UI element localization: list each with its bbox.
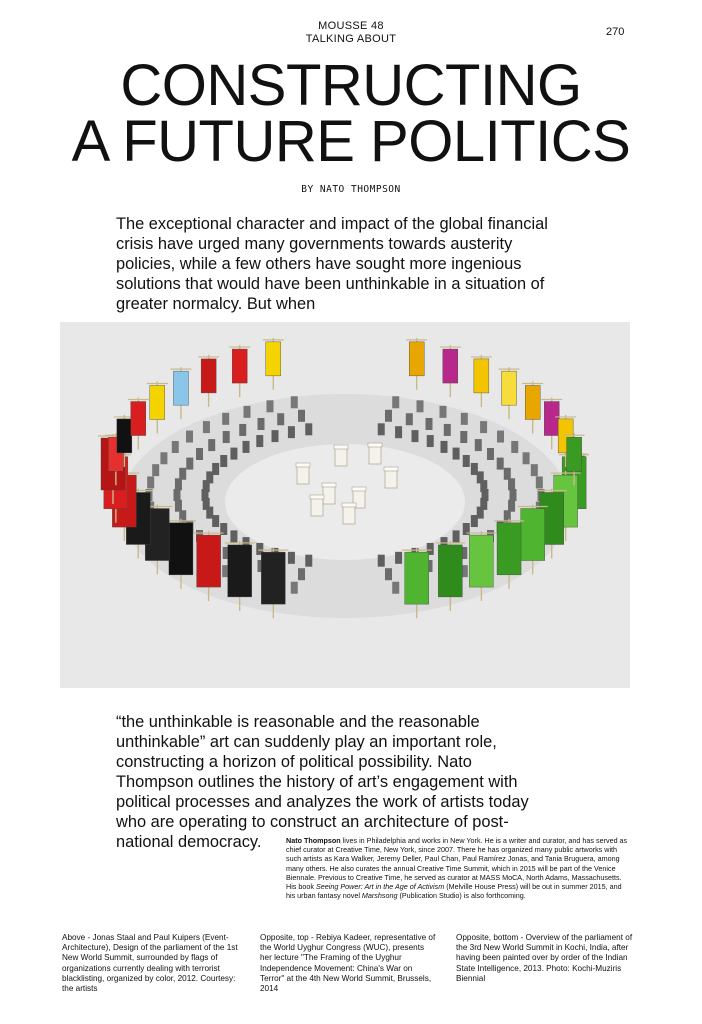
flag xyxy=(266,342,281,376)
flag xyxy=(525,385,540,419)
lead-line: political processes and analyzes the work of artists today xyxy=(116,793,529,811)
flag xyxy=(228,545,252,597)
chair xyxy=(179,468,186,480)
lectern-top xyxy=(384,467,398,471)
chair xyxy=(523,452,530,464)
flag xyxy=(173,371,188,405)
lectern xyxy=(343,506,355,524)
lectern-top xyxy=(342,503,356,507)
lead-line: constructing a horizon of political possibility. Nato xyxy=(116,753,472,771)
lectern xyxy=(297,466,309,484)
chair xyxy=(392,396,399,408)
book-title: Marshsong xyxy=(361,891,398,901)
chair xyxy=(288,552,295,564)
chair xyxy=(510,489,517,501)
running-header xyxy=(0,20,702,46)
chair xyxy=(392,582,399,594)
chair xyxy=(453,448,460,460)
bio-text: (Publication Studio) is also forthcoming. xyxy=(397,891,526,901)
lectern xyxy=(335,448,347,466)
chair xyxy=(536,476,543,488)
chair xyxy=(258,418,265,430)
chair xyxy=(239,424,246,436)
flag xyxy=(409,342,424,376)
chair xyxy=(223,431,230,443)
chair xyxy=(395,426,402,438)
lead-line: who are operating to construct an architecture of post- xyxy=(116,813,509,831)
chair xyxy=(497,431,504,443)
lectern xyxy=(323,486,335,504)
chair xyxy=(531,464,538,476)
chair xyxy=(427,435,434,447)
flag xyxy=(405,552,429,604)
chair xyxy=(504,468,511,480)
chair xyxy=(174,489,181,501)
chair xyxy=(395,552,402,564)
chair xyxy=(385,568,392,580)
lectern-top xyxy=(310,495,324,499)
bio-text: lives in Philadelphia and works in New York. He is a writer and curator, and has served as chief curator at Creative Time, New York, since 2007. There he has organized many public artworks with such artists as Kara Walker, Jeremy Deller, Paul Chan, Paul Ramírez Jonas, and Tania Bruguera, among many others. He also curates the annual Creative Time Summit, which in 2015 will be part of the Venice Biennale. Previous to Creative Time, he served as curator at MASS MoCA, North Adams, Massachusetts. His book xyxy=(286,836,628,892)
chair xyxy=(378,423,385,435)
chair xyxy=(147,476,154,488)
author-name: Nato Thompson xyxy=(286,836,341,845)
chair xyxy=(222,413,229,425)
chair xyxy=(288,426,295,438)
chair xyxy=(471,515,478,527)
flag xyxy=(261,552,285,604)
lectern xyxy=(385,470,397,488)
lectern-top xyxy=(334,445,348,449)
flag xyxy=(502,371,517,405)
flag xyxy=(443,349,458,383)
flag xyxy=(469,535,493,587)
flag xyxy=(131,402,146,436)
author-bio xyxy=(286,836,631,900)
flag xyxy=(150,385,165,419)
chair xyxy=(440,441,447,453)
lead-line: “the unthinkable is reasonable and the reasonable xyxy=(116,713,480,731)
chair xyxy=(256,435,263,447)
chair xyxy=(203,421,210,433)
title-line-1: CONSTRUCTING xyxy=(120,53,582,118)
page-number: 270 xyxy=(606,26,625,38)
chair xyxy=(175,478,182,490)
magazine-issue: MOUSSE 48 xyxy=(318,20,384,32)
chair xyxy=(480,421,487,433)
circular-parliament-illustration xyxy=(60,322,630,688)
flag xyxy=(169,523,193,575)
chair xyxy=(378,555,385,567)
photo-caption: Opposite, bottom - Overview of the parliament of the 3rd New World Summit in Kochi, India, after having been painted over by order of the Indian State Intelligence, 2013. Photo: Kochi-Muziris Biennial xyxy=(456,933,633,983)
chair xyxy=(175,500,182,512)
lectern-top xyxy=(322,483,336,487)
section-name: TALKING ABOUT xyxy=(305,33,397,45)
lectern xyxy=(369,446,381,464)
title-line-2: A FUTURE POLITICS xyxy=(71,109,631,174)
chair xyxy=(444,424,451,436)
chair xyxy=(417,400,424,412)
lectern-top xyxy=(296,463,310,467)
chair xyxy=(508,478,515,490)
chair xyxy=(160,452,167,464)
chair xyxy=(186,458,193,470)
chair xyxy=(385,410,392,422)
chair xyxy=(487,448,494,460)
flag xyxy=(544,402,559,436)
chair xyxy=(461,413,468,425)
lead-line: unthinkable” art can suddenly play an important role, xyxy=(116,733,497,751)
chair xyxy=(460,431,467,443)
chair xyxy=(208,439,215,451)
chair xyxy=(426,418,433,430)
chair xyxy=(220,455,227,467)
photo-caption: Opposite, top - Rebiya Kadeer, representative of the World Uyghur Congress (WUC), presents her lecture "The Framing of the Uyghur Independence Movement: China's War on Terror" at the 4th New World Summit, Brussels, 2014 xyxy=(260,933,436,994)
chair xyxy=(475,439,482,451)
flag xyxy=(497,523,521,575)
flag xyxy=(438,545,462,597)
lead-line: national democracy. xyxy=(116,833,262,851)
chair xyxy=(291,396,298,408)
byline: BY NATO THOMPSON xyxy=(301,184,401,195)
photo-caption: Above - Jonas Staal and Paul Kuipers (Event-Architecture), Design of the parliament of the 1st New World Summit, surrounded by flags of organizations currently dealing with terrorist blacklisting, organized by color, 2012. Courtesy: the artists xyxy=(62,933,238,994)
chair xyxy=(497,458,504,470)
lectern xyxy=(311,498,323,516)
chair xyxy=(440,406,447,418)
book-title: Seeing Power: Art in the Age of Activism xyxy=(315,882,445,892)
chair xyxy=(212,463,219,475)
flag xyxy=(201,359,216,393)
chair xyxy=(272,430,279,442)
chair xyxy=(298,568,305,580)
chair xyxy=(453,530,460,542)
chair xyxy=(266,400,273,412)
lead-paragraph-end xyxy=(116,712,576,852)
flag xyxy=(197,535,221,587)
parliament-photo xyxy=(60,322,630,688)
chair xyxy=(277,413,284,425)
lectern-top xyxy=(368,443,382,447)
chair xyxy=(480,480,487,492)
chair xyxy=(243,441,250,453)
flag xyxy=(521,509,545,561)
chair xyxy=(305,423,312,435)
chair xyxy=(298,410,305,422)
chair xyxy=(463,455,470,467)
chair xyxy=(186,431,193,443)
chair xyxy=(508,500,515,512)
flag xyxy=(117,419,132,453)
flag xyxy=(232,349,247,383)
flag xyxy=(474,359,489,393)
lead-paragraph-start: The exceptional character and impact of the global financial crisis have urged many governments towards austerity policies, while a few others have sought more ingenious solutions that would have been unthinkable in a situation of greater normalcy. But when xyxy=(116,215,548,313)
flag xyxy=(567,437,582,471)
lectern-top xyxy=(352,487,366,491)
chair xyxy=(172,441,179,453)
lead-line: Thompson outlines the history of art’s engagement with xyxy=(116,773,518,791)
chair xyxy=(196,448,203,460)
chair xyxy=(406,413,413,425)
chair xyxy=(291,582,298,594)
bio-text: (Melville House Press) will be out in summer 2015, and his urban fantasy novel xyxy=(286,882,622,901)
chair xyxy=(230,448,237,460)
chair xyxy=(152,464,159,476)
chair xyxy=(412,430,419,442)
chair xyxy=(244,406,251,418)
chair xyxy=(305,555,312,567)
article-title xyxy=(0,53,702,174)
chair xyxy=(230,530,237,542)
chair xyxy=(511,441,518,453)
